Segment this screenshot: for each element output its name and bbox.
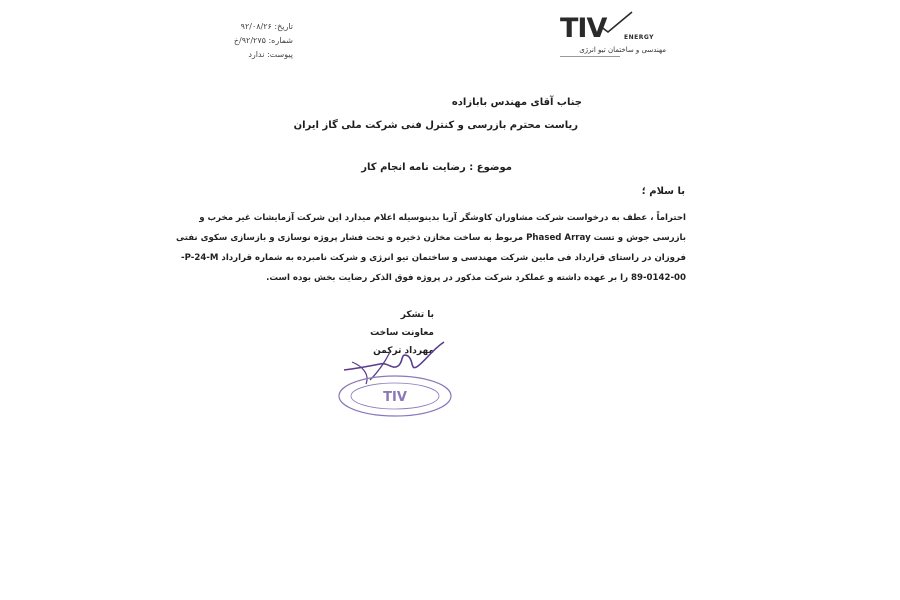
body-line: 89-0142-00 را بر عهده داشته و عملکرد شرکت مذکور در پروژه فوق الذکر رضایت بخش بوده است. (266, 273, 686, 283)
date-line: تاریخ: ۹۲/۰۸/۲۶ (240, 22, 293, 31)
letter-body (176, 208, 686, 288)
body-line: فروزان در راستای قرارداد فی مابین شرکت مهندسی و ساختمان تیو انرژی و شرکت نامبرده به شماره قرارداد P-24-M- (181, 253, 686, 263)
salutation: با سلام ؛ (641, 186, 685, 197)
company-logo (560, 14, 670, 60)
logo-subtitle: مهندسی و ساختمان تیو انرژی (579, 46, 666, 54)
stamp-text: TIV (383, 390, 407, 405)
body-line: بازرسی جوش و تست Phased Array مربوط به ساخت مخازن ذخیره و تحت فشار پروژه نوسازی و بازسازی سکوی نفتی (176, 233, 686, 243)
logo-energy: ENERGY (624, 34, 654, 41)
letter-meta (208, 20, 293, 62)
signer-name: مهرداد ترکمن (373, 346, 434, 356)
letter-page (176, 0, 700, 600)
closing-text: با تشکر (400, 310, 434, 320)
logo-underline (560, 56, 620, 57)
letter-subject: موضوع : رضایت نامه انجام کار (361, 162, 512, 173)
signer-title: معاونت ساخت (370, 328, 434, 338)
logo-check-icon (596, 10, 636, 34)
attachment-line: پیوست: ندارد (248, 50, 293, 59)
recipient-line-2: ریاست محترم بازرسی و کنترل فنی شرکت ملی گاز ایران (293, 120, 578, 131)
recipient-line-1: جناب آقای مهندس بابازاده (451, 97, 582, 108)
number-line: شماره: ۹۲/۲۷۵/خ (233, 36, 293, 45)
logo-mark: TIV (560, 13, 607, 44)
company-stamp (335, 372, 455, 420)
body-line: احتراماً ، عطف به درخواست شرکت مشاوران کاوشگر آریا بدینوسیله اعلام میدارد این شرکت آزمایشات غیر مخرب و (199, 213, 686, 223)
